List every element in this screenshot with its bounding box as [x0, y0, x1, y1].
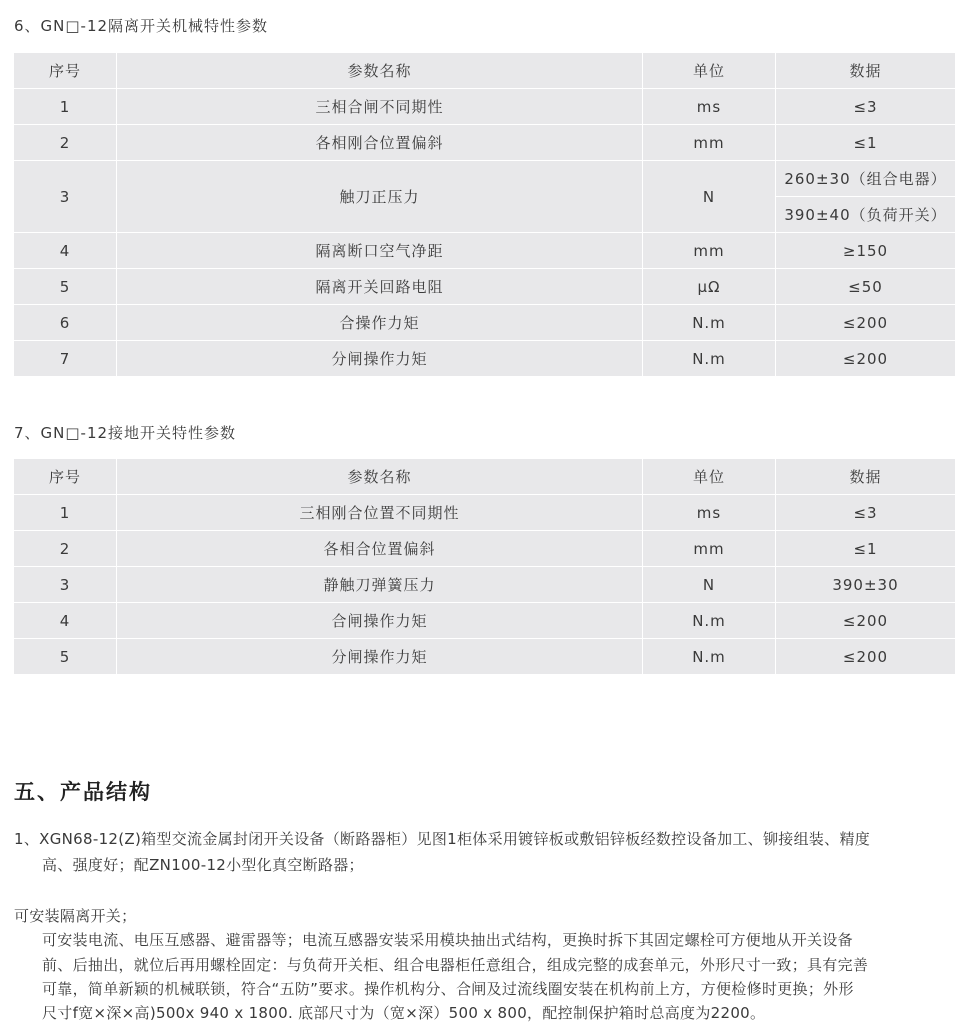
col-header-value: 数据	[776, 53, 956, 89]
col-header-no: 序号	[14, 53, 117, 89]
table-header-row	[14, 459, 956, 495]
table-row	[14, 531, 956, 567]
cell-value: ≤1	[776, 531, 956, 567]
cell-value: ≤200	[776, 341, 956, 377]
table-row	[14, 495, 956, 531]
cell-name: 合闸操作力矩	[117, 603, 643, 639]
section6-title: 6、GN□-12隔离开关机械特性参数	[14, 17, 269, 35]
cell-unit: ms	[643, 495, 776, 531]
cell-value: ≤200	[776, 305, 956, 341]
table-row	[14, 603, 956, 639]
cell-name: 分闸操作力矩	[117, 639, 643, 675]
cell-unit: N	[643, 161, 776, 233]
earthing-switch-spec-table	[13, 458, 956, 675]
cell-unit: N.m	[643, 341, 776, 377]
cell-value: ≥150	[776, 233, 956, 269]
table-row	[14, 639, 956, 675]
table-row	[14, 233, 956, 269]
structure-item2-line4: 尺寸f宽×深×高)500x 940 x 1800. 底部尺寸为（宽×深）500 x 800，配控制保护箱时总高度为2200。	[42, 1004, 766, 1022]
cell-name: 三相刚合位置不同期性	[117, 495, 643, 531]
cell-value: 260±30（组合电器）	[776, 161, 956, 197]
cell-no: 2	[14, 125, 117, 161]
cell-value: ≤200	[776, 603, 956, 639]
col-header-unit: 单位	[643, 459, 776, 495]
cell-no: 1	[14, 89, 117, 125]
cell-no: 4	[14, 603, 117, 639]
cell-name: 各相合位置偏斜	[117, 531, 643, 567]
table-row	[14, 567, 956, 603]
cell-value: 390±30	[776, 567, 956, 603]
table-header-row	[14, 53, 956, 89]
cell-no: 2	[14, 531, 117, 567]
col-header-name: 参数名称	[117, 459, 643, 495]
cell-unit: N.m	[643, 603, 776, 639]
structure-item1-line2: 高、强度好；配ZN100-12小型化真空断路器；	[42, 856, 364, 874]
table-row	[14, 89, 956, 125]
cell-no: 3	[14, 567, 117, 603]
cell-name: 静触刀弹簧压力	[117, 567, 643, 603]
cell-name: 分闸操作力矩	[117, 341, 643, 377]
structure-item2-line1: 可安装电流、电压互感器、避雷器等；电流互感器安装采用模块抽出式结构，更换时拆下其固定螺栓可方便地从开关设备	[42, 931, 853, 949]
cell-no: 4	[14, 233, 117, 269]
cell-no: 6	[14, 305, 117, 341]
cell-value: ≤50	[776, 269, 956, 305]
isolator-spec-table	[13, 52, 956, 377]
cell-unit: μΩ	[643, 269, 776, 305]
product-structure-heading: 五、产品结构	[14, 780, 152, 804]
structure-item2-title: 可安装隔离开关；	[14, 907, 137, 925]
cell-unit: mm	[643, 233, 776, 269]
structure-item1-line1: 1、XGN68-12(Z)箱型交流金属封闭开关设备（断路器柜）见图1柜体采用镀锌板或敷铝锌板经数控设备加工、铆接组装、精度	[14, 830, 871, 848]
cell-value: ≤3	[776, 495, 956, 531]
cell-name: 隔离开关回路电阻	[117, 269, 643, 305]
cell-unit: N.m	[643, 305, 776, 341]
table-row	[14, 305, 956, 341]
cell-no: 5	[14, 269, 117, 305]
cell-value: ≤3	[776, 89, 956, 125]
col-header-no: 序号	[14, 459, 117, 495]
cell-unit: ms	[643, 89, 776, 125]
cell-unit: N	[643, 567, 776, 603]
cell-no: 1	[14, 495, 117, 531]
table-row	[14, 269, 956, 305]
cell-name: 三相合闸不同期性	[117, 89, 643, 125]
table-row	[14, 161, 956, 197]
cell-value: ≤1	[776, 125, 956, 161]
cell-unit: mm	[643, 531, 776, 567]
col-header-unit: 单位	[643, 53, 776, 89]
cell-value: 390±40（负荷开关）	[776, 197, 956, 233]
section7-title: 7、GN□-12接地开关特性参数	[14, 424, 237, 442]
structure-item2-line2: 前、后抽出，就位后再用螺栓固定：与负荷开关柜、组合电器柜任意组合，组成完整的成套单元，外形尺寸一致；具有完善	[42, 956, 869, 974]
cell-no: 3	[14, 161, 117, 233]
cell-name: 隔离断口空气净距	[117, 233, 643, 269]
structure-item2-line3: 可靠，简单新颖的机械联锁，符合“五防”要求。操作机构分、合闸及过流线圈安装在机构前上方，方便检修时更换；外形	[42, 980, 854, 998]
table-row	[14, 341, 956, 377]
cell-name: 合操作力矩	[117, 305, 643, 341]
cell-value: ≤200	[776, 639, 956, 675]
cell-name: 各相刚合位置偏斜	[117, 125, 643, 161]
col-header-name: 参数名称	[117, 53, 643, 89]
cell-unit: N.m	[643, 639, 776, 675]
cell-no: 5	[14, 639, 117, 675]
cell-no: 7	[14, 341, 117, 377]
col-header-value: 数据	[776, 459, 956, 495]
table-row	[14, 125, 956, 161]
cell-unit: mm	[643, 125, 776, 161]
cell-name: 触刀正压力	[117, 161, 643, 233]
